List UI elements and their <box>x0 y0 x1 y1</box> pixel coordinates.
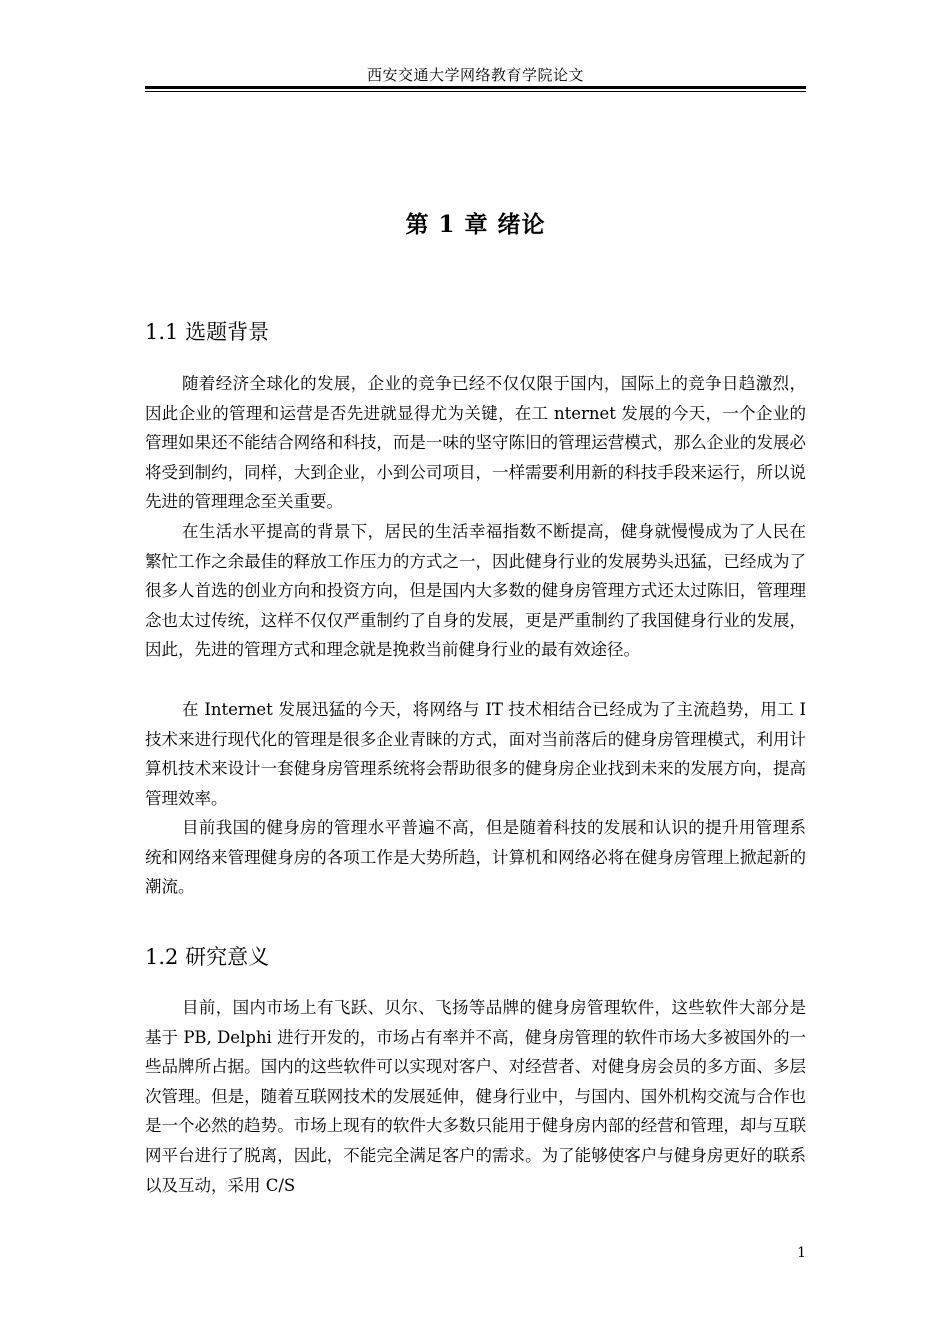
paragraph: 随着经济全球化的发展，企业的竞争已经不仅仅限于国内，国际上的竞争日趋激烈，因此企业的管理和运营是否先进就显得尤为关键，在工 nternet 发展的今天，一个企业的管理如果还不能结合网络和科技，而是一味的坚守陈旧的管理运营模式，那么企业的发展必将受到制约，同样，大到企业，小到公司项目，一样需要利用新的科技手段来运行，所以说先进的管理理念至关重要。 <box>145 374 806 512</box>
paragraph: 在 Internet 发展迅猛的今天，将网络与 IT 技术相结合已经成为了主流趋势，用工 I 技术来进行现代化的管理是很多企业青睐的方式，面对当前落后的健身房管理模式，利用计算机技术来设计一套健身房管理系统将会帮助很多的健身房企业找到未来的发展方向，提高管理效率。 <box>145 700 806 808</box>
section-heading-1-2: 1.2 研究意义 <box>145 945 270 969</box>
page-number: 1 <box>797 1245 806 1261</box>
header-rule-thick <box>145 86 806 89</box>
paragraph: 目前，国内市场上有飞跃、贝尔、飞扬等品牌的健身房管理软件，这些软件大部分是基于 PB, Delphi 进行开发的，市场占有率并不高，健身房管理的软件市场大多被国外的一些品牌所占据。国内的这些软件可以实现对客户、对经营者、对健身房会员的多方面、多层次管理。但是，随着互联网技术的发展延伸，健身行业中，与国内、国外机构交流与合作也是一个必然的趋势。市场上现有的软件大多数只能用于健身房内部的经营和管理，却与互联网平台进行了脱离，因此，不能完全满足客户的需求。为了能够使客户与健身房更好的联系以及互动，采用 C/S <box>145 998 806 1195</box>
chapter-title: 第 1 章 绪论 <box>405 211 546 238</box>
section-heading-1-1: 1.1 选题背景 <box>145 320 270 344</box>
page-header: 西安交通大学网络教育学院论文 <box>366 66 584 84</box>
paragraph: 在生活水平提高的背景下，居民的生活幸福指数不断提高，健身就慢慢成为了人民在繁忙工作之余最佳的释放工作压力的方式之一，因此健身行业的发展势头迅猛，已经成为了很多人首选的创业方向和投资方向，但是国内大多数的健身房管理方式还太过陈旧，管理理念也太过传统，这样不仅仅严重制约了自身的发展，更是严重制约了我国健身行业的发展，因此，先进的管理方式和理念就是挽救当前健身行业的最有效途径。 <box>145 522 806 660</box>
header-rule-thin <box>145 91 806 92</box>
paragraph: 目前我国的健身房的管理水平普遍不高，但是随着科技的发展和认识的提升用管理系统和网络来管理健身房的各项工作是大势所趋，计算机和网络必将在健身房管理上掀起新的潮流。 <box>145 818 806 897</box>
